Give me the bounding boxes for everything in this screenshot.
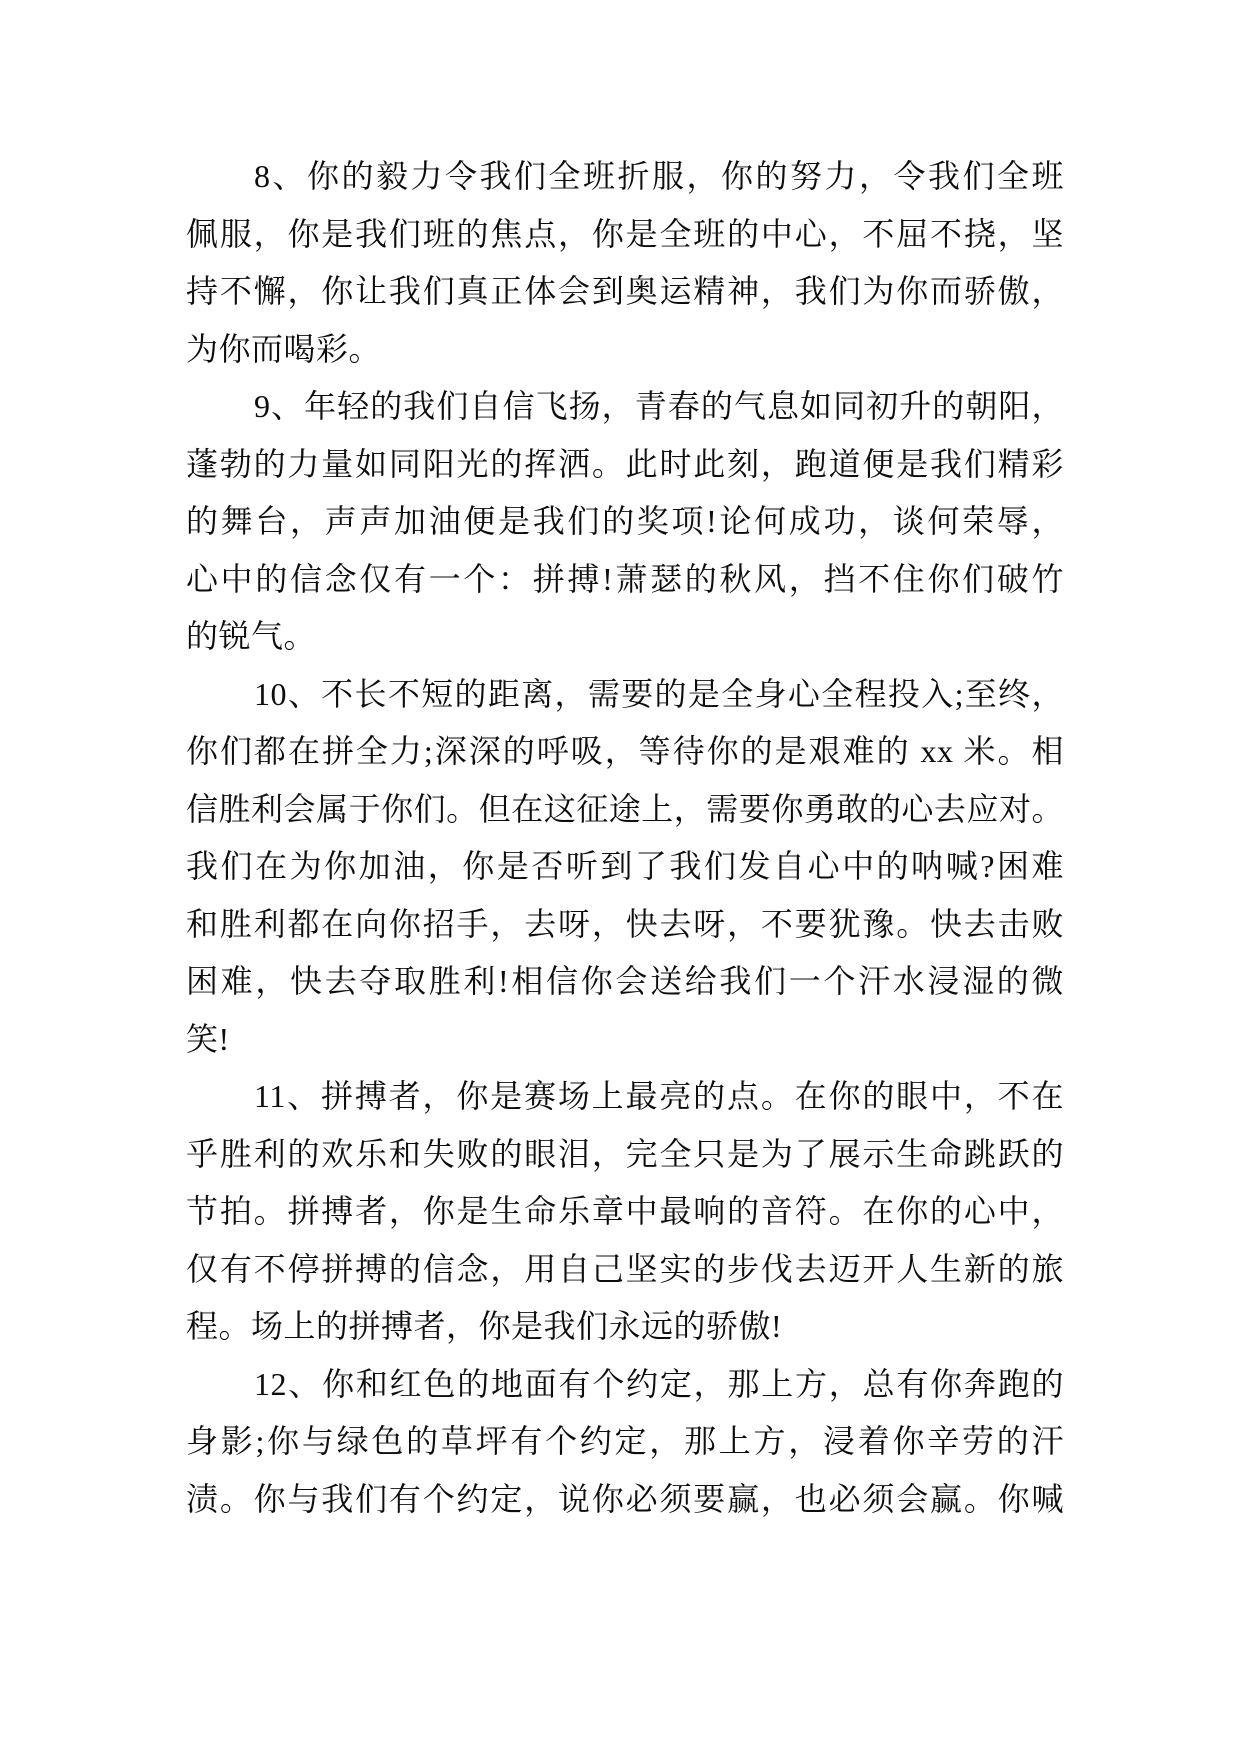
paragraph-11-line: 节拍。拼搏者，你是生命乐章中最响的音符。在你的心中， bbox=[186, 1193, 1064, 1229]
paragraph-11-line: 11、拼搏者，你是赛场上最亮的点。在你的眼中，不在 bbox=[254, 1078, 1064, 1114]
paragraph-11-line: 乎胜利的欢乐和失败的眼泪，完全只是为了展示生命跳跃的 bbox=[186, 1135, 1064, 1172]
paragraph-9-line: 9、年轻的我们自信飞扬，青春的气息如同初升的朝阳， bbox=[254, 388, 1064, 424]
paragraph-8-line: 佩服，你是我们班的焦点，你是全班的中心，不屈不挠，坚 bbox=[186, 215, 1064, 252]
document-body bbox=[186, 148, 1064, 1528]
paragraph-8-line: 持不懈，你让我们真正体会到奥运精神，我们为你而骄傲， bbox=[186, 273, 1064, 309]
paragraph-8-line: 8、你的毅力令我们全班折服，你的努力，令我们全班 bbox=[254, 158, 1064, 194]
paragraph-10-line: 10、不长不短的距离，需要的是全身心全程投入;至终， bbox=[254, 675, 1064, 712]
paragraph-9-line: 蓬勃的力量如同阳光的挥洒。此时此刻，跑道便是我们精彩 bbox=[186, 445, 1064, 482]
paragraph-12-line: 渍。你与我们有个约定，说你必须要赢，也必须会赢。你喊 bbox=[186, 1480, 1064, 1517]
paragraph-10-line: 笑! bbox=[186, 1020, 230, 1057]
paragraph-11-line: 程。场上的拼搏者，你是我们永远的骄傲! bbox=[186, 1308, 783, 1344]
paragraph-10-line: 你们都在拼全力;深深的呼吸，等待你的是艰难的 xx 米。相 bbox=[186, 733, 1064, 769]
paragraph-10-line: 和胜利都在向你招手，去呀，快去呀，不要犹豫。快去击败 bbox=[186, 905, 1064, 942]
paragraph-11-line: 仅有不停拼搏的信念，用自己坚实的步伐去迈开人生新的旅 bbox=[186, 1250, 1064, 1287]
paragraph-12-line: 12、你和红色的地面有个约定，那上方，总有你奔跑的 bbox=[254, 1365, 1064, 1402]
paragraph-10-line: 信胜利会属于你们。但在这征途上，需要你勇敢的心去应对。 bbox=[186, 790, 1064, 827]
paragraph-10-line: 我们在为你加油，你是否听到了我们发自心中的呐喊?困难 bbox=[186, 848, 1064, 884]
paragraph-10-line: 困难，快去夺取胜利!相信你会送给我们一个汗水浸湿的微 bbox=[186, 963, 1064, 999]
paragraph-12-line: 身影;你与绿色的草坪有个约定，那上方，浸着你辛劳的汗 bbox=[186, 1423, 1064, 1459]
paragraph-9-line: 的锐气。 bbox=[186, 618, 317, 654]
paragraph-9-line: 的舞台，声声加油便是我们的奖项!论何成功，谈何荣辱， bbox=[186, 503, 1064, 539]
paragraph-8-line: 为你而喝彩。 bbox=[186, 330, 382, 367]
paragraph-9-line: 心中的信念仅有一个：拼搏!萧瑟的秋风，挡不住你们破竹 bbox=[186, 560, 1064, 597]
